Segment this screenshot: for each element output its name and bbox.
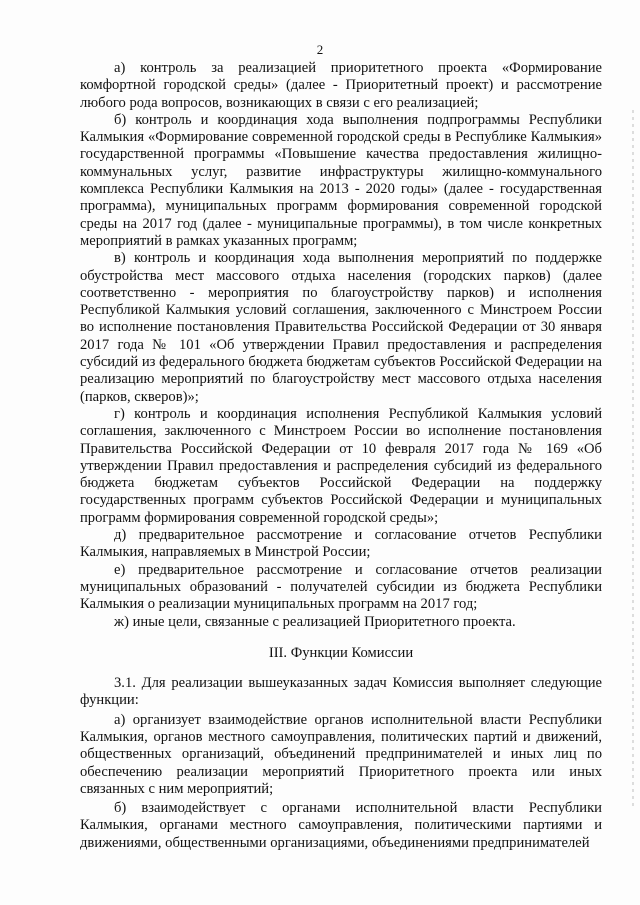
document-body — [80, 60, 602, 852]
paragraph-e: е) предварительное рассмотрение и согласование отчетов реализации муниципальных образований - получателей субсидии из бюджета Республики Калмыкия о реализации муниципальных программ на 2017 год; — [80, 561, 602, 613]
section-paragraph-b: б) взаимодействует с органами исполнительной власти Республики Калмыкия, органами местного самоуправления, политическими партиями и движениями, общественными организациями, объединениями предпринимателей — [80, 800, 602, 851]
paragraph-d: д) предварительное рассмотрение и согласование отчетов Республики Калмыкия, направляемых в Минстрой России; — [80, 527, 602, 561]
section-heading: III. Функции Комиссии — [268, 644, 414, 661]
page-number: 2 — [316, 42, 324, 57]
paragraph-v: в) контроль и координация хода выполнения мероприятий по поддержке обустройства мест массового отдыха населения (городских парков) (далее соответственно - мероприятия по благоустройству парков) и исполнения Республикой Калмыкия условий соглашения, заключенного с Минстроем России во исполнение постановления Правительства Российской Федерации от 30 января 2017 года № 101 «Об утверждении Правил предоставления и распределения субсидий из федерального бюджета бюджетам субъектов Российской Федерации на реализацию мероприятий по благоустройству мест массового отдыха населения (парков, скверов)»; — [80, 250, 602, 405]
paragraph-b: б) контроль и координация хода выполнения подпрограммы Республики Калмыкия «Формирование современной городской среды в Республике Калмыкия» государственной программы «Повышение качества предоставления жилищно-коммунальных услуг, развитие инфраструктуры жилищно-коммунального комплекса Республики Калмыкия на 2013 - 2020 годы» (далее - государственная программа), муниципальных программ формирования современной городской среды на 2017 год (далее - муниципальные программы), в том числе конкретных мероприятий в рамках указанных программ; — [80, 111, 602, 249]
section-paragraph-a: а) организует взаимодействие органов исполнительной власти Республики Калмыкия, органов местного самоуправления, политических партий и движений, общественных организаций, объединений предпринимателей и иных лиц по обеспечению реализации мероприятий Приоритетного проекта или иных связанных с ним мероприятий; — [80, 711, 602, 797]
paragraph-a: а) контроль за реализацией приоритетного проекта «Формирование комфортной городской среды» (далее - Приоритетный проект) и рассмотрение любого рода вопросов, возникающих в связи с его реализацией; — [80, 60, 602, 111]
paragraph-zh: ж) иные цели, связанные с реализацией Приоритетного проекта. — [114, 613, 516, 630]
section-paragraph-3-1: 3.1. Для реализации вышеуказанных задач Комиссия выполняет следующие функции: — [80, 675, 602, 709]
scan-edge-mark — [632, 110, 634, 810]
paragraph-g: г) контроль и координация исполнения Республикой Калмыкия условий соглашения, заключенного с Минстроем России во исполнение постановления Правительства Российской Федерации от 10 февраля 2017 года № 169 «Об утверждении Правил предоставления и распределения субсидий из федерального бюджета бюджетам субъектов Российской Федерации на поддержку государственных программ субъектов Российской Федерации и муниципальных программ формирования современной городской среды»; — [80, 405, 602, 526]
